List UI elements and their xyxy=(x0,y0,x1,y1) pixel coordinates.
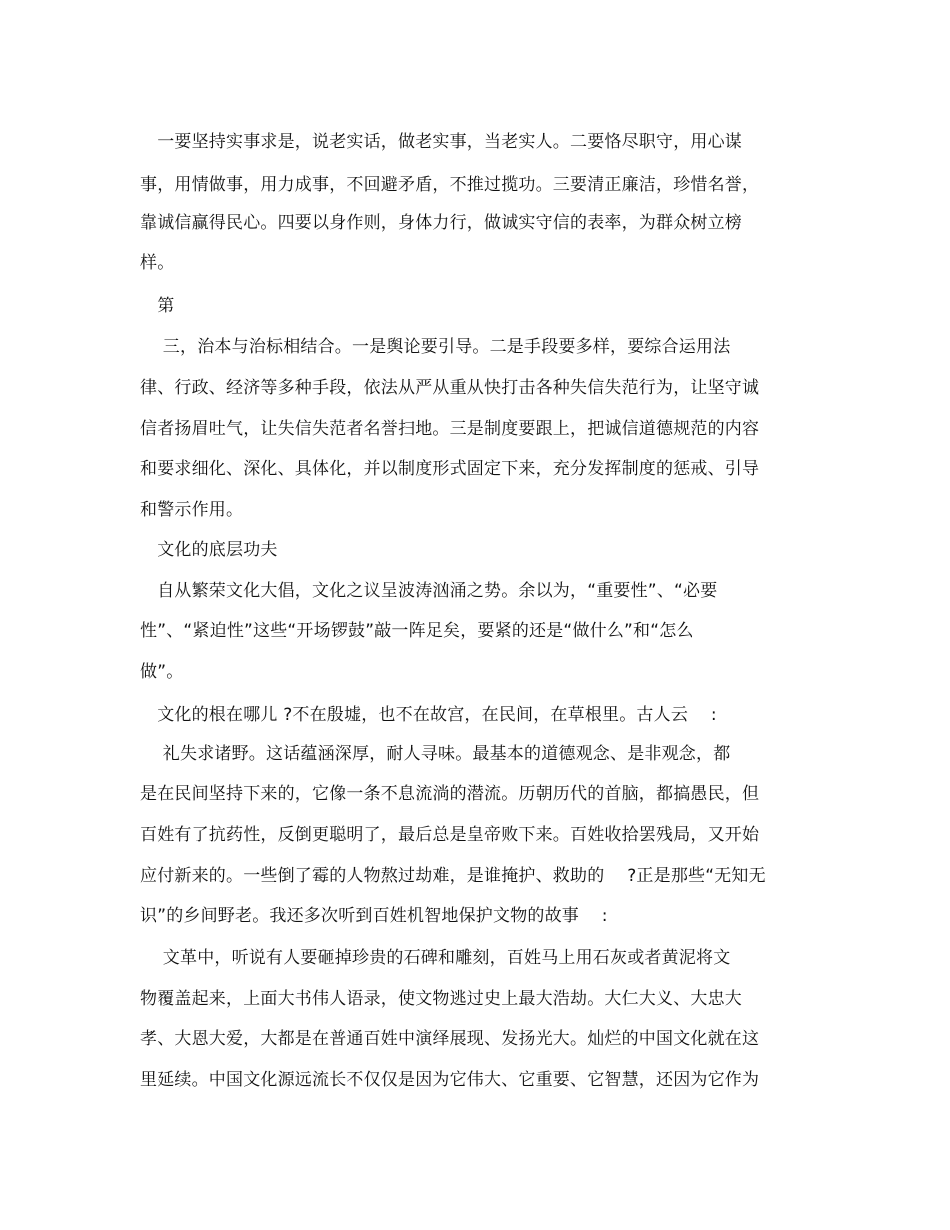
text-line: 百姓有了抗药性，反倒更聪明了，最后总是皇帝败下来。百姓收拾罢残局，又开始 xyxy=(140,825,760,845)
text-line: 靠诚信赢得民心。四要以身作则，身体力行，做诚实守信的表率，为群众树立榜 xyxy=(140,213,742,233)
text-line: 礼失求诸野。这话蕴涵深厚，耐人寻味。最基本的道德观念、是非观念，都 xyxy=(140,744,731,764)
text-line: 性”、“紧迫性”这些“开场锣鼓”敲一阵足矣，要紧的还是“做什么”和“怎么 xyxy=(140,621,694,641)
text-line: 物覆盖起来，上面大书伟人语录，使文物逃过史上最大浩劫。大仁大义、大忠大 xyxy=(140,989,742,1009)
text-line: 事，用情做事，用力成事，不回避矛盾，不推过揽功。三要清正廉洁，珍惜名誉， xyxy=(140,175,760,195)
text-line: 和要求细化、深化、具体化，并以制度形式固定下来，充分发挥制度的惩戒、引导 xyxy=(140,459,760,479)
text-line: 三，治本与治标相结合。一是舆论要引导。二是手段要多样，要综合运用法 xyxy=(140,337,731,357)
section-heading: 文化的底层功夫 xyxy=(140,540,278,560)
text-line: 孝、大恩大爱，大都是在普通百姓中演绎展现、发扬光大。灿烂的中国文化就在这 xyxy=(140,1029,760,1049)
text-line: 里延续。中国文化源远流长不仅仅是因为它伟大、它重要、它智慧，还因为它作为 xyxy=(140,1070,760,1090)
text-line: 文革中，听说有人要砸掉珍贵的石碑和雕刻，百姓马上用石灰或者黄泥将文 xyxy=(140,948,731,968)
text-line: 一要坚持实事求是，说老实话，做老实事，当老实人。二要恪尽职守，用心谋 xyxy=(140,132,742,152)
text-line: 文化的根在哪儿 ?不在殷墟，也不在故宫，在民间，在草根里。古人云 : xyxy=(140,705,717,725)
text-line: 律、行政、经济等多种手段，依法从严从重从快打击各种失信失范行为，让坚守诚 xyxy=(140,378,760,398)
text-line: 和警示作用。 xyxy=(140,500,244,520)
text-line: 样。 xyxy=(140,253,175,273)
text-line: 做”。 xyxy=(140,662,184,682)
text-line: 第 xyxy=(140,296,175,316)
text-line: 自从繁荣文化大倡，文化之议呈波涛汹涌之势。余以为，“重要性”、“必要 xyxy=(140,581,718,601)
text-line: 信者扬眉吐气，让失信失范者名誉扫地。三是制度要跟上，把诚信道德规范的内容 xyxy=(140,419,760,439)
text-line: 是在民间坚持下来的，它像一条不息流淌的潜流。历朝历代的首脑，都搞愚民，但 xyxy=(140,784,760,804)
text-line: 识”的乡间野老。我还多次听到百姓机智地保护文物的故事 : xyxy=(140,906,608,926)
text-line: 应付新来的。一些倒了霉的人物熬过劫难，是谁掩护、救助的 ?正是那些“无知无 xyxy=(140,866,766,886)
